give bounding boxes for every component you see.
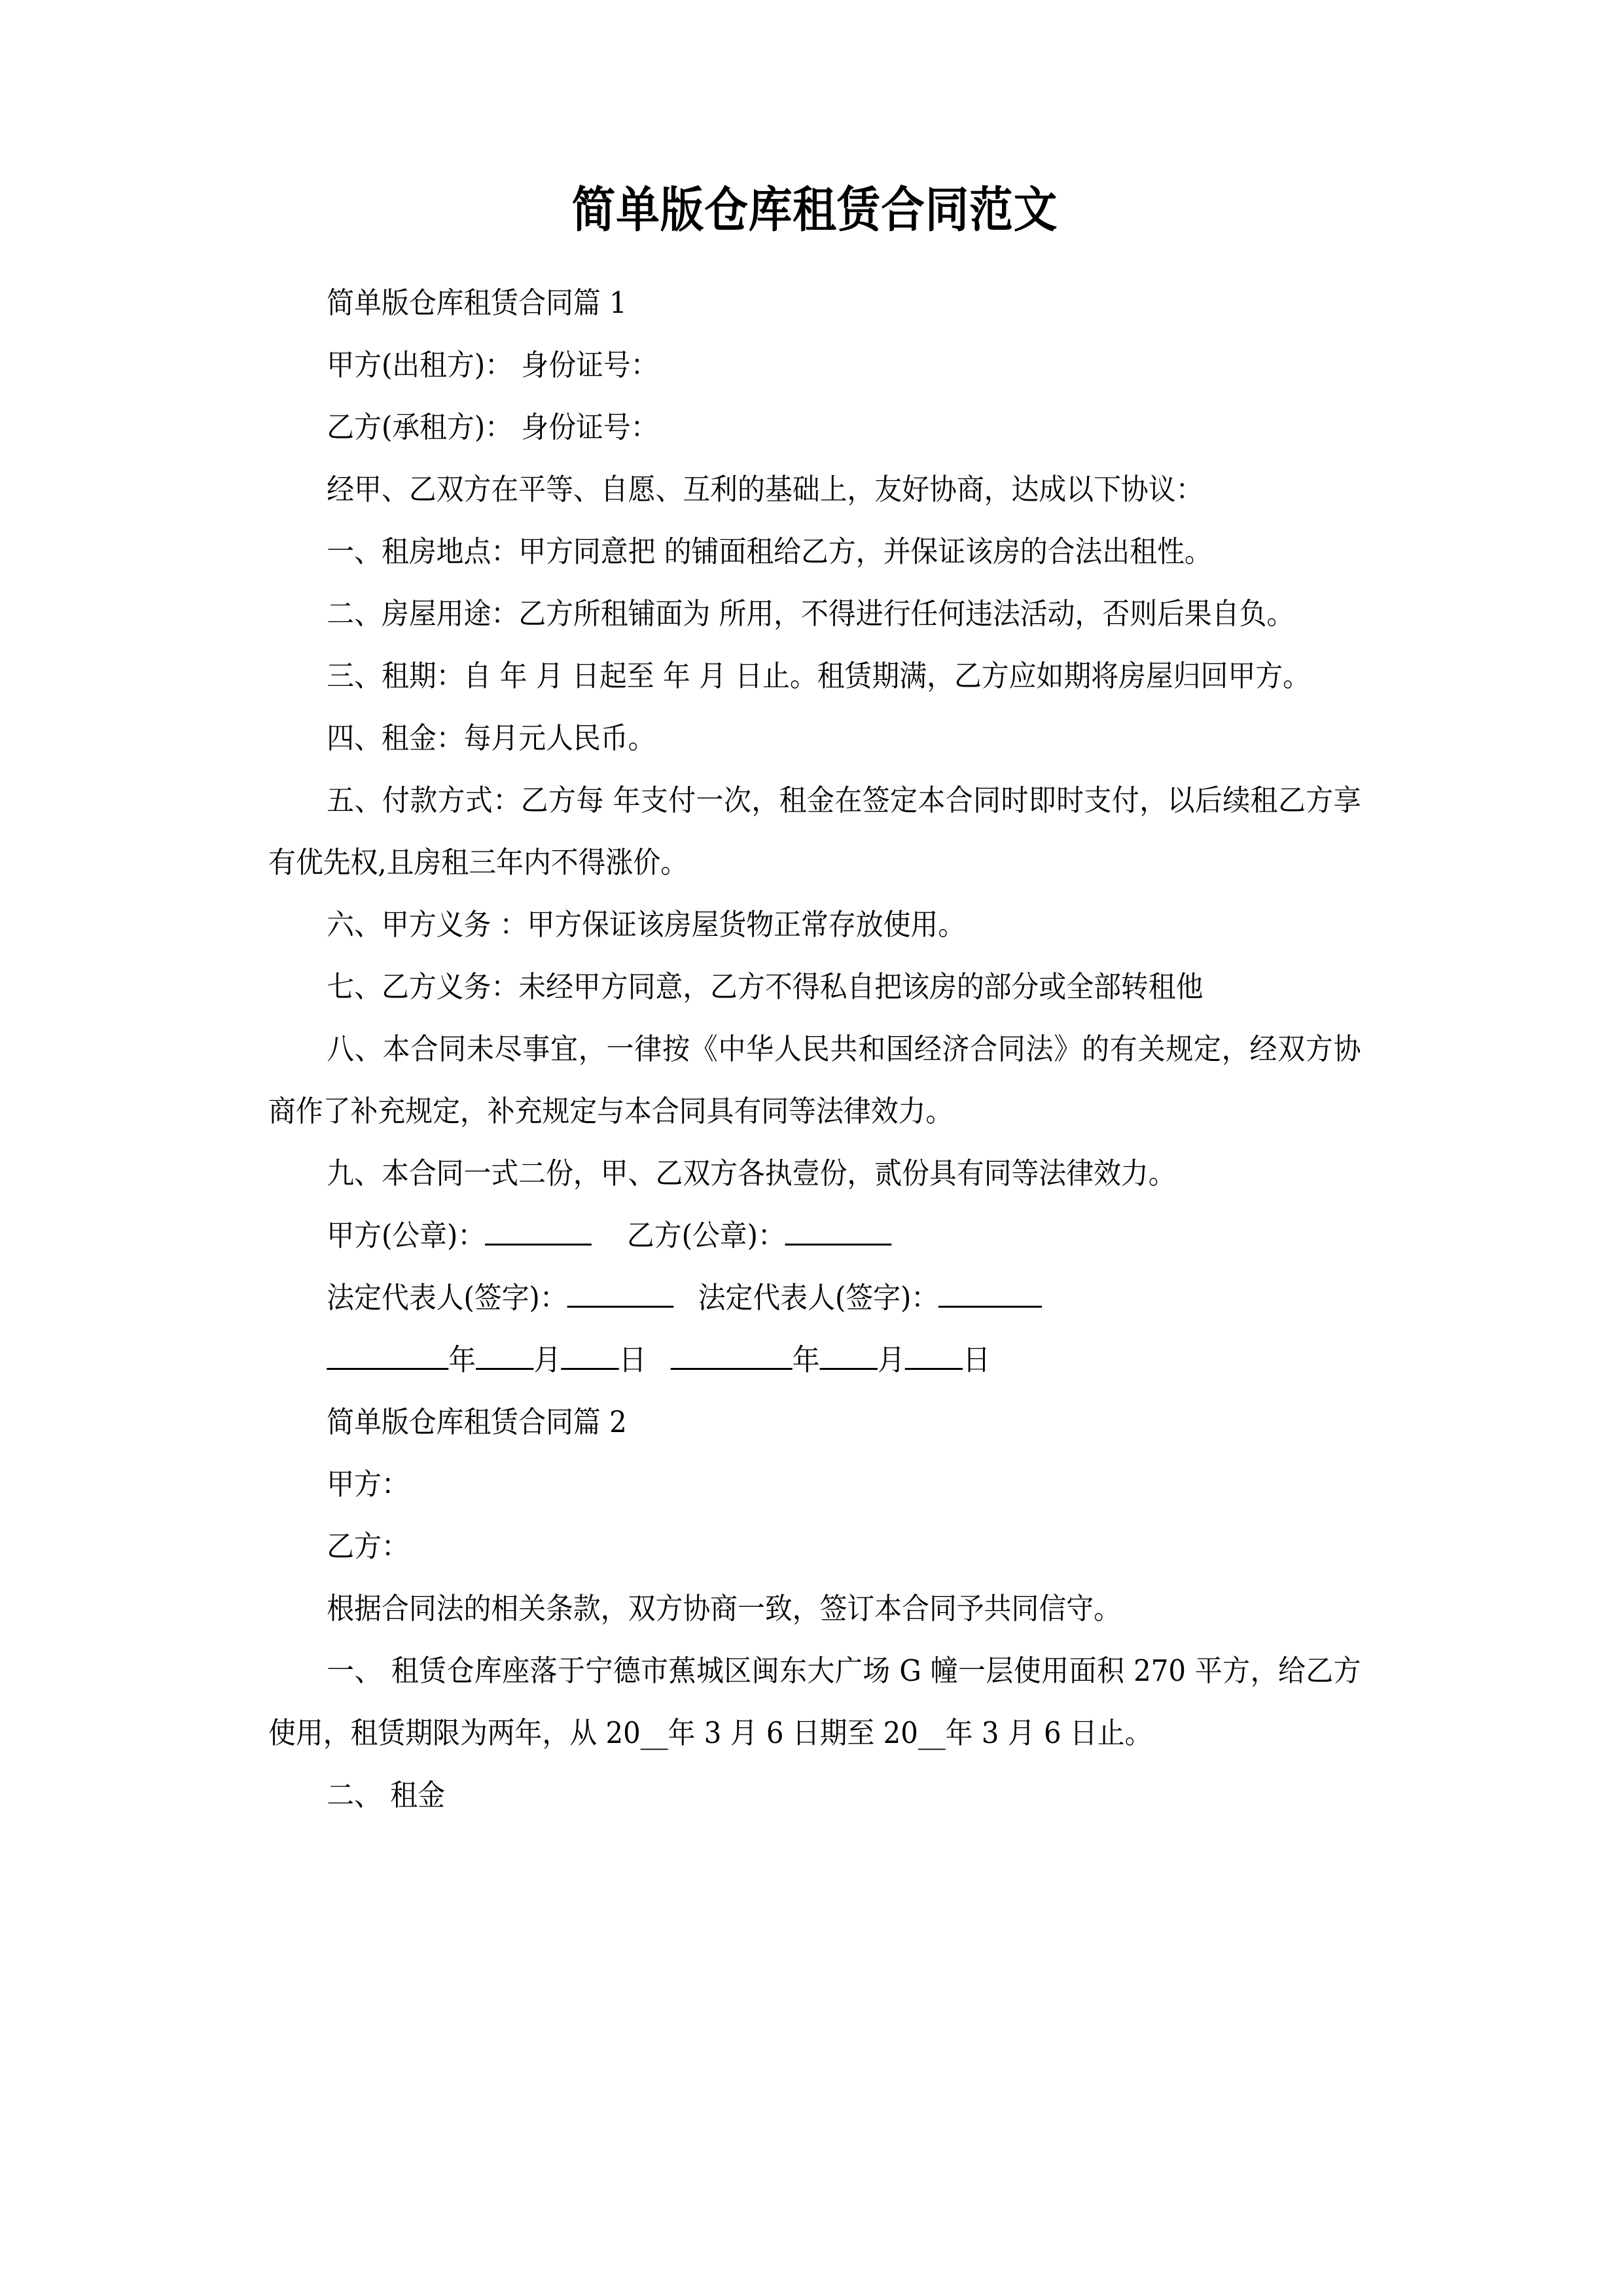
date-a-day-label: 日 (618, 1342, 647, 1378)
part2-party-a: 甲方： (327, 1467, 409, 1502)
part2-heading: 简单版仓库租赁合同篇 2 (327, 1405, 627, 1440)
seal-line (268, 1204, 1361, 1266)
preamble-paragraph: 经甲、乙双方在平等、自愿、互利的基础上，友好协商，达成以下协议： (327, 472, 1204, 507)
seal-a-label: 甲方(公章)： (327, 1218, 486, 1253)
clause-1: 一、租房地点：甲方同意把 的铺面租给乙方，并保证该房的合法出租性。 (327, 534, 1212, 569)
page-title: 简单版仓库租赁合同范文 (571, 182, 1058, 238)
part2-clause-2: 二、 租金 (327, 1778, 445, 1813)
legal-rep-a-blank[interactable] (567, 1306, 674, 1308)
date-b-year-label: 年 (792, 1342, 820, 1378)
seal-a-blank[interactable] (485, 1244, 592, 1246)
legal-rep-a-label: 法定代表人(签字)： (327, 1280, 567, 1316)
date-b-year-blank[interactable] (671, 1368, 793, 1370)
part1-heading: 简单版仓库租赁合同篇 1 (327, 285, 627, 321)
clause-7: 七、乙方义务：未经甲方同意，乙方不得私自把该房的部分或全部转租他 (327, 969, 1204, 1005)
date-b-month-label: 月 (877, 1342, 905, 1378)
clause-3: 三、租期：自 年 月 日起至 年 月 日止。租赁期满，乙方应如期将房屋归回甲方。 (327, 658, 1311, 694)
date-a-year-blank[interactable] (327, 1368, 448, 1370)
date-a-month-label: 月 (533, 1342, 562, 1378)
clause-5: 五、付款方式：乙方每 年支付一次，租金在签定本合同时即时支付，以后续租乙方享有优先权,且房租三年内不得涨价。 (268, 783, 1361, 880)
signature-date-line (268, 1329, 1361, 1391)
legal-representative-line (268, 1266, 1361, 1329)
date-b-day-label: 日 (963, 1342, 991, 1378)
date-a-day-blank[interactable] (561, 1368, 618, 1370)
legal-rep-b-label: 法定代表人(签字)： (698, 1280, 939, 1316)
clause-2: 二、房屋用途：乙方所租铺面为 所用，不得进行任何违法活动，否则后果自负。 (327, 596, 1294, 632)
party-b-line: 乙方(承租方)： 身份证号： (327, 410, 658, 445)
clause-8: 八、本合同未尽事宜，一律按《中华人民共和国经济合同法》的有关规定，经双方协商作了补充规定，补充规定与本合同具有同等法律效力。 (268, 1031, 1361, 1129)
date-a-year-label: 年 (448, 1342, 476, 1378)
clause-4: 四、租金：每月元人民币。 (327, 721, 656, 756)
document-content (268, 0, 1361, 1826)
part2-party-b: 乙方： (327, 1529, 409, 1564)
clause-9: 九、本合同一式二份，甲、乙双方各执壹份，贰份具有同等法律效力。 (327, 1156, 1176, 1191)
part2-clause-1: 一、 租赁仓库座落于宁德市蕉城区闽东大广场 G 幢一层使用面积 270 平方，给乙方使用，租赁期限为两年，从 20__年 3 月 6 日期至 20__年 3 月 6 日止。 (268, 1653, 1361, 1751)
date-a-month-blank[interactable] (476, 1368, 533, 1370)
seal-b-label: 乙方(公章)： (626, 1218, 785, 1253)
seal-b-blank[interactable] (785, 1244, 892, 1246)
date-b-day-blank[interactable] (905, 1368, 963, 1370)
party-a-line: 甲方(出租方)： 身份证号： (327, 348, 658, 383)
part2-preamble: 根据合同法的相关条款，双方协商一致，签订本合同予共同信守。 (327, 1591, 1121, 1626)
clause-6: 六、甲方义务 ：甲方保证该房屋货物正常存放使用。 (327, 907, 966, 942)
spacer (268, 239, 1361, 272)
legal-rep-b-blank[interactable] (938, 1306, 1042, 1308)
date-b-month-blank[interactable] (820, 1368, 878, 1370)
